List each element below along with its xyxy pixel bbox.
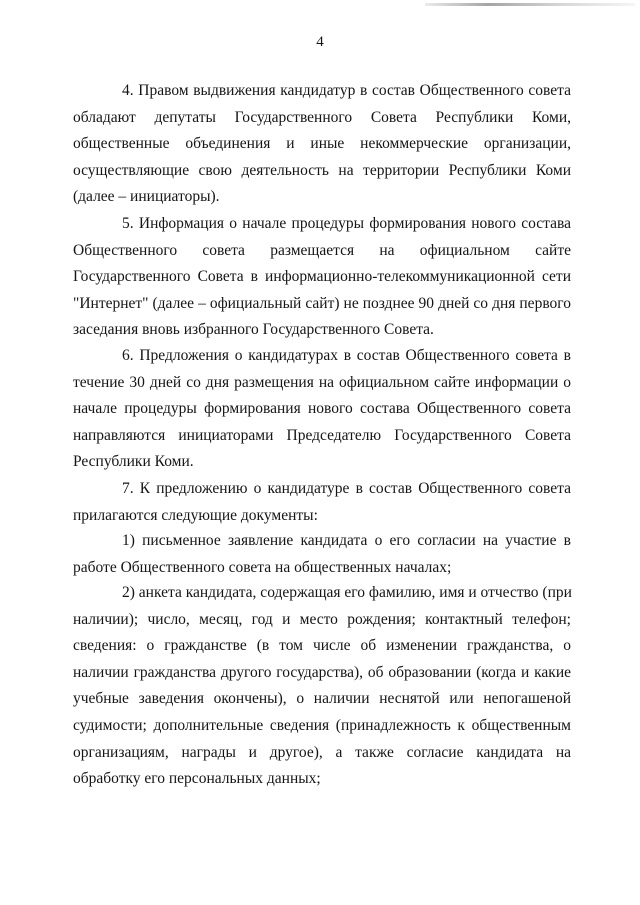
text-line: работе Общественного совета на общественных началах; <box>73 558 452 576</box>
text-line: заседания вновь избранного Государственного Совета. <box>73 321 434 339</box>
paragraph-item-4 <box>73 78 571 211</box>
text-line: обладают депутаты Государственного Совета Республики Коми, <box>73 108 571 126</box>
text-line: обработку его персональных данных; <box>73 770 321 788</box>
text-line: общественные объединения и иные некоммерческие организации, <box>73 135 571 153</box>
text-line: наличии гражданства другого государства), об образовании (когда и какие <box>73 663 571 681</box>
paragraph-item-5 <box>73 211 571 344</box>
text-line: судимости; дополнительные сведения (принадлежность к общественным <box>73 716 571 734</box>
paragraph-item-7 <box>73 476 571 529</box>
paragraph-item-6 <box>73 343 571 476</box>
text-line: сведения: о гражданстве (в том числе об изменении гражданства, о <box>73 637 571 655</box>
scan-artifact <box>425 3 635 6</box>
text-line: (далее – инициаторы). <box>73 188 220 206</box>
text-line: Общественного совета размещается на официальном сайте <box>73 241 571 259</box>
text-line: 6. Предложения о кандидатурах в состав Общественного совета в <box>122 347 571 364</box>
text-line: 5. Информация о начале процедуры формирования нового состава <box>122 215 571 232</box>
text-line: прилагаются следующие документы: <box>73 506 318 524</box>
text-line: 2) анкета кандидата, содержащая его фамилию, имя и отчество (при <box>122 584 572 601</box>
text-line: 4. Правом выдвижения кандидатур в состав Общественного совета <box>122 82 571 99</box>
text-line: наличии); число, месяц, год и место рождения; контактный телефон; <box>73 610 571 628</box>
text-line: "Интернет" (далее – официальный сайт) не позднее 90 дней со дня первого <box>73 294 571 312</box>
text-line: осуществляющие свою деятельность на территории Республики Коми <box>73 161 571 179</box>
list-item-2 <box>73 580 571 793</box>
text-line: начале процедуры формирования нового состава Общественного совета <box>73 400 571 418</box>
text-line: учебные заведения окончены), о наличии неснятой или непогашеной <box>73 690 571 708</box>
text-line: 1) письменное заявление кандидата о его согласии на участие в <box>122 532 571 549</box>
text-line: Республики Коми. <box>73 453 194 471</box>
list-item-1 <box>73 528 571 581</box>
text-line: организациям, награды и другое), а также согласие кандидата на <box>73 743 571 761</box>
page-number: 4 <box>316 34 324 50</box>
text-line: Государственного Совета в информационно-телекоммуникационной сети <box>73 268 571 286</box>
text-line: направляются инициаторами Председателю Государственного Совета <box>73 426 571 444</box>
text-line: течение 30 дней со дня размещения на официальном сайте информации о <box>73 373 571 391</box>
text-line: 7. К предложению о кандидатуре в состав Общественного совета <box>122 480 571 497</box>
